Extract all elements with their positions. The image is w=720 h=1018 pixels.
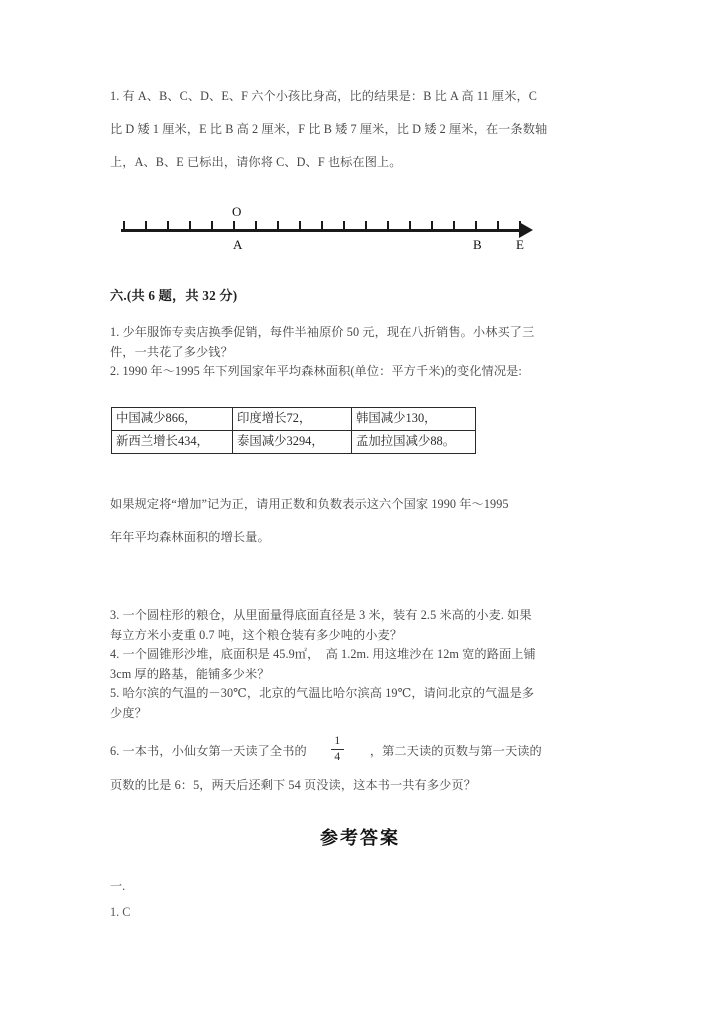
question-2-followup-line-2: 年年平均森林面积的增长量。 xyxy=(110,530,270,544)
answers-item-1: 1. C xyxy=(110,905,131,919)
section-six-q1-line-1: 1. 少年服饰专卖店换季促销，每件半袖原价 50 元，现在八折销售。小林买了三 xyxy=(110,325,535,339)
number-line-label-o: O xyxy=(232,204,242,219)
question-2-followup-line-1: 如果规定将“增加”记为正，请用正数和负数表示这六个国家 1990 年～1995 xyxy=(110,497,509,511)
question-4-line-1: 4. 一个圆锥形沙堆，底面积是 45.9㎡， 高 1.2m. 用这堆沙在 12m 宽的路面上铺 xyxy=(110,647,536,661)
number-line-tick xyxy=(365,221,367,230)
number-line-tick xyxy=(321,221,323,230)
fraction-numerator: 1 xyxy=(334,735,341,748)
number-line-tick xyxy=(497,221,499,230)
number-line-tick xyxy=(475,221,477,230)
question-3-line-1: 3. 一个圆柱形的粮仓，从里面量得底面直径是 3 米，装有 2.5 米高的小麦. 如果 xyxy=(110,608,532,622)
table-cell: 新西兰增长434， xyxy=(112,431,233,454)
question-4-line-2: 3cm 厚的路基，能铺多少米？ xyxy=(110,666,270,681)
question-1-block xyxy=(110,80,607,179)
number-line-tick xyxy=(431,221,433,230)
table-row xyxy=(112,408,476,431)
section-six-q1-line-2: 件，一共花了多少钱？ xyxy=(110,344,233,359)
fraction-bar xyxy=(331,749,344,750)
table-cell: 孟加拉国减少88。 xyxy=(352,431,476,454)
fraction-denominator: 4 xyxy=(334,750,341,763)
number-line-tick xyxy=(409,221,411,230)
number-line-figure xyxy=(113,196,633,258)
forest-area-table xyxy=(111,407,476,454)
number-line-tick xyxy=(123,221,125,230)
table-cell: 泰国减少3294， xyxy=(233,431,352,454)
number-line-tick xyxy=(519,221,521,230)
table-cell: 印度增长72， xyxy=(233,408,352,431)
question-5-line-2: 少度？ xyxy=(110,705,147,720)
question-1-line-2: 比 D 矮 1 厘米，E 比 B 高 2 厘米，F 比 B 矮 7 厘米，比 D 矮 2 厘米，在一条数轴 xyxy=(110,122,548,136)
number-line-label-e: E xyxy=(516,237,524,252)
question-6-prefix: 6. 一本书，小仙女第一天读了全书的 xyxy=(110,743,307,758)
number-line-tick xyxy=(167,221,169,230)
section-six-q1-q2-block xyxy=(110,323,610,382)
number-line-tick xyxy=(277,221,279,230)
number-line-arrow-icon xyxy=(519,222,533,238)
number-line-label-a: A xyxy=(233,237,243,252)
question-1-line-3: 上，A、B、E 已标出，请你将 C、D、F 也标在图上。 xyxy=(110,155,402,169)
answers-section-label: 一. xyxy=(110,879,126,893)
number-line-tick xyxy=(255,221,257,230)
question-1-line-1: 1. 有 A、B、C、D、E、F 六个小孩比身高，比的结果是：B 比 A 高 11 厘米，C xyxy=(110,89,538,103)
table-cell: 韩国减少130， xyxy=(352,408,476,431)
question-6-suffix: ，第二天读的页数与第一天读的 xyxy=(369,743,542,758)
question-6-block xyxy=(110,735,610,793)
number-line-tick xyxy=(343,221,345,230)
answers-title: 参考答案 xyxy=(320,828,400,848)
question-5-line-1: 5. 哈尔滨的气温的－30℃，北京的气温比哈尔滨高 19℃，请问北京的气温是多 xyxy=(110,686,535,700)
number-line-tick xyxy=(189,221,191,230)
fraction-one-quarter xyxy=(331,735,344,762)
number-line-tick xyxy=(233,221,235,230)
question-3-line-2: 每立方米小麦重 0.7 吨，这个粮仓装有多少吨的小麦？ xyxy=(110,627,403,642)
number-line-tick xyxy=(211,221,213,230)
question-6-line-1 xyxy=(110,735,610,765)
table-cell: 中国减少866， xyxy=(112,408,233,431)
number-line-label-b: B xyxy=(473,237,482,252)
number-line-tick xyxy=(453,221,455,230)
question-2-followup-block xyxy=(110,488,610,554)
number-line-tick xyxy=(387,221,389,230)
question-6-line-2: 页数的比是 6：5，两天后还剩下 54 页没读，这本书一共有多少页？ xyxy=(110,778,476,792)
section-six-q345-block xyxy=(110,606,610,723)
number-line-tick xyxy=(145,221,147,230)
section-six-heading: 六.(共 6 题，共 32 分) xyxy=(110,288,238,303)
section-six-q2-intro: 2. 1990 年～1995 年下列国家年平均森林面积(单位：平方千米)的变化情况是: xyxy=(110,364,522,378)
table-row xyxy=(112,431,476,454)
number-line-tick xyxy=(299,221,301,230)
